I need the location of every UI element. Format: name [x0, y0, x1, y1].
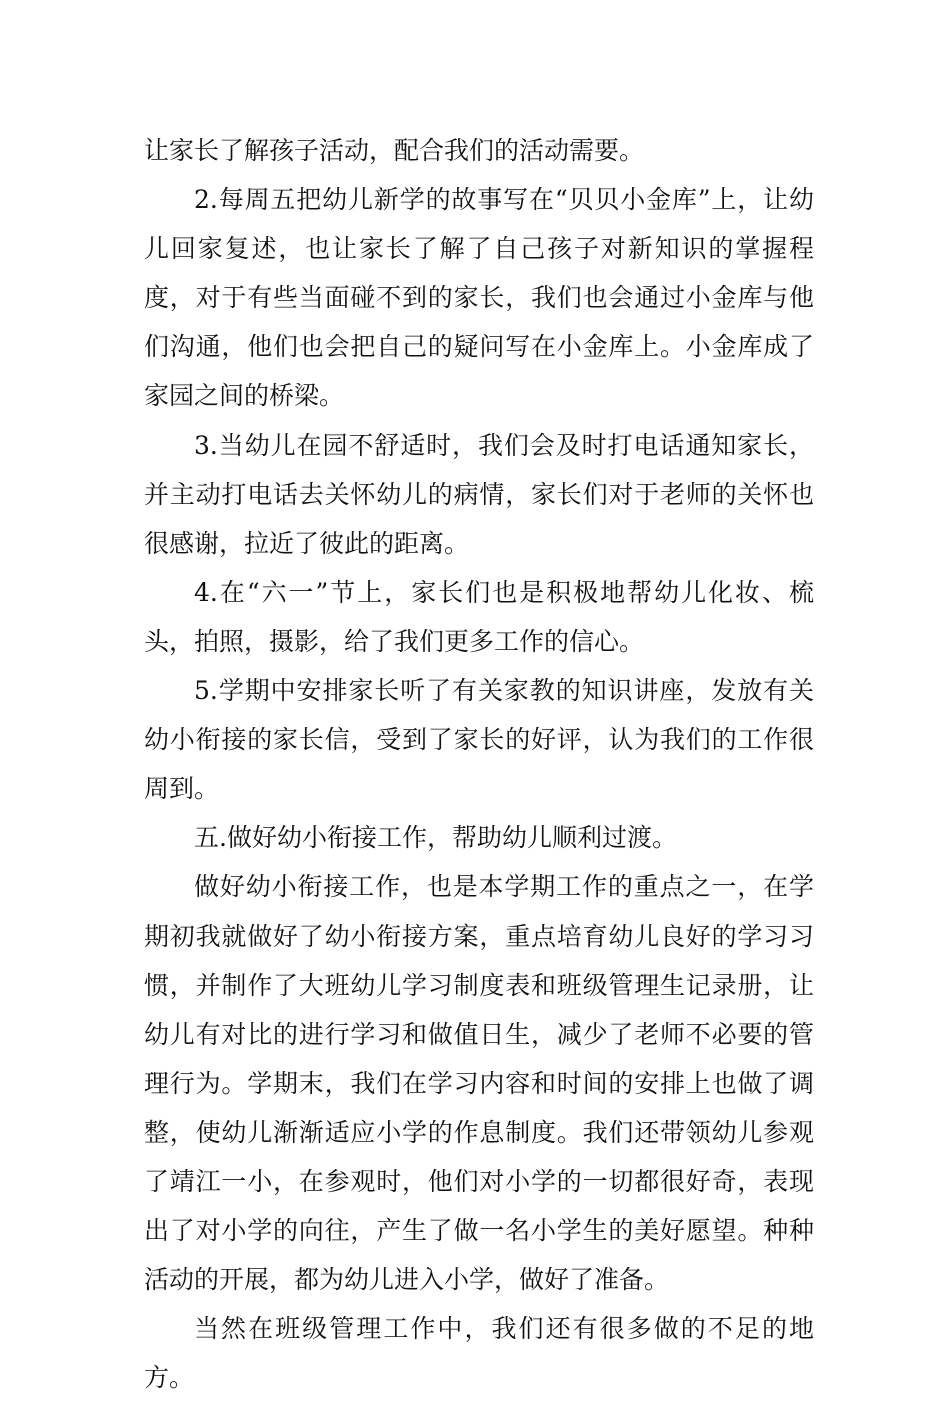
paragraph-item-5: 5.学期中安排家长听了有关家教的知识讲座，发放有关幼小衔接的家长信，受到了家长的好评，认为我们的工作很周到。 — [144, 676, 814, 804]
paragraph-transition-work: 做好幼小衔接工作，也是本学期工作的重点之一，在学期初我就做好了幼小衔接方案，重点培育幼儿良好的学习习惯，并制作了大班幼儿学习制度表和班级管理生记录册，让幼儿有对比的进行学习和做值日生，减少了老师不必要的管理行为。学期末，我们在学习内容和时间的安排上也做了调整，使幼儿渐渐适应小学的作息制度。我们还带领幼儿参观了靖江一小，在参观时，他们对小学的一切都很好奇，表现出了对小学的向往，产生了做一名小学生的美好愿望。种种活动的开展，都为幼儿进入小学，做好了准备。 — [144, 872, 814, 1295]
paragraph-item-2: 2.每周五把幼儿新学的故事写在“贝贝小金库”上，让幼儿回家复述，也让家长了解了自己孩子对新知识的掌握程度，对于有些当面碰不到的家长，我们也会通过小金库与他们沟通，他们也会把自己的疑问写在小金库上。小金库成了家园之间的桥梁。 — [144, 185, 814, 411]
section-heading-5: 五.做好幼小衔接工作，帮助幼儿顺利过渡。 — [194, 823, 677, 853]
paragraph-item-4: 4.在“六一”节上，家长们也是积极地帮幼儿化妆、梳头，拍照，摄影，给了我们更多工作的信心。 — [144, 577, 814, 656]
paragraph-shortcomings: 当然在班级管理工作中，我们还有很多做的不足的地方。 — [144, 1314, 814, 1393]
paragraph-continuation: 让家长了解孩子活动，配合我们的活动需要。 — [144, 136, 645, 165]
document-body — [144, 126, 814, 1402]
paragraph-item-3: 3.当幼儿在园不舒适时，我们会及时打电话通知家长，并主动打电话去关怀幼儿的病情，家长们对于老师的关怀也很感谢，拉近了彼此的距离。 — [144, 430, 814, 558]
